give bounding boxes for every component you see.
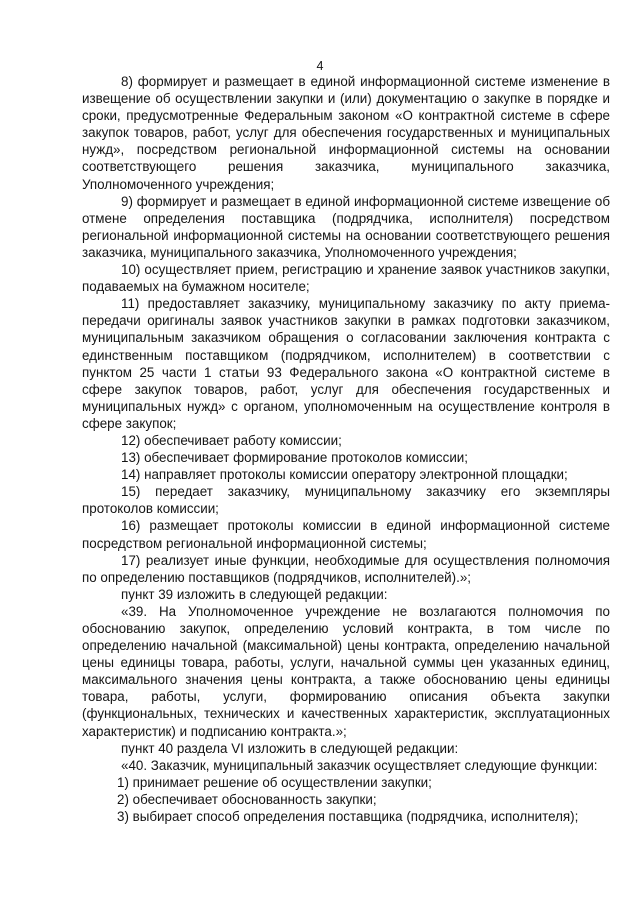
- paragraph-item-17: 17) реализует иные функции, необходимые для осуществления полномочия по определению поставщиков (подрядчиков, исполнителей).»;: [82, 552, 610, 585]
- paragraph-40: «40. Заказчик, муниципальный заказчик осуществляет следующие функции:: [121, 757, 598, 773]
- function-item-1: 1) принимает решение об осуществлении закупки;: [117, 774, 432, 790]
- paragraph-item-11: 11) предоставляет заказчику, муниципальному заказчику по акту приема-передачи оригиналы заявок участников закупки в рамках подготовки заказчиком, муниципальным заказчиком обращения о согласовании заключения контракта с единственным поставщиком (подрядчиком, исполнителем) в соответствии с пунктом 25 части 1 статьи 93 Федерального закона «О контрактной системе в сфере закупок товаров, работ, услуг для обеспечения государственных и муниципальных нужд» с органом, уполномоченным на осуществление контроля в сфере закупок;: [82, 296, 610, 431]
- paragraph-item-12: 12) обеспечивает работу комиссии;: [121, 432, 342, 448]
- document-body: [82, 73, 610, 825]
- function-item-3: 3) выбирает способ определения поставщика (подрядчика, исполнителя);: [117, 809, 579, 825]
- amendment-instruction-40: пункт 40 раздела VI изложить в следующей редакции:: [121, 740, 459, 756]
- paragraph-item-16: 16) размещает протоколы комиссии в единой информационной системе посредством региональной информационной системы;: [82, 518, 610, 551]
- paragraph-item-14: 14) направляет протоколы комиссии оператору электронной площадки;: [121, 467, 568, 483]
- paragraph-item-15: 15) передает заказчику, муниципальному заказчику его экземпляры протоколов комиссии;: [82, 484, 610, 517]
- paragraph-item-9: 9) формирует и размещает в единой информационной системе извещение об отмене определения поставщика (подрядчика, исполнителя) посредством региональной информационной системы на основании соответствующего решения заказчика, муниципального заказчика, Уполномоченного учреждения;: [82, 193, 610, 260]
- paragraph-item-8: 8) формирует и размещает в единой информационной системе изменение в извещение об осуществлении закупки и (или) документацию о закупке в порядке и сроки, предусмотренные Федеральным законом «О контрактной системе в сфере закупок товаров, работ, услуг для обеспечения государственных и муниципальных нужд», посредством региональной информационной системы на основании соответствующего решения заказчика, муниципального заказчика, Уполномоченного учреждения;: [82, 74, 610, 192]
- amendment-instruction-39: пункт 39 изложить в следующей редакции:: [121, 586, 388, 602]
- paragraph-item-13: 13) обеспечивает формирование протоколов комиссии;: [121, 450, 469, 466]
- function-item-2: 2) обеспечивает обоснованность закупки;: [117, 791, 377, 807]
- page-number: 4: [316, 59, 324, 73]
- paragraph-item-10: 10) осуществляет прием, регистрацию и хранение заявок участников закупки, подаваемых на бумажном носителе;: [82, 262, 610, 295]
- paragraph-39: «39. На Уполномоченное учреждение не возлагаются полномочия по обоснованию закупок, определению условий контракта, в том числе по определению начальной (максимальной) цены контракта, определению начальной цены единицы товара, работы, услуги, начальной суммы цен указанных единиц, максимального значения цены контракта, а также обоснованию цены единицы товара, работы, услуги, формированию описания объекта закупки (функциональных, технических и качественных характеристик, эксплуатационных характеристик) и подписанию контракта.»;: [82, 603, 610, 739]
